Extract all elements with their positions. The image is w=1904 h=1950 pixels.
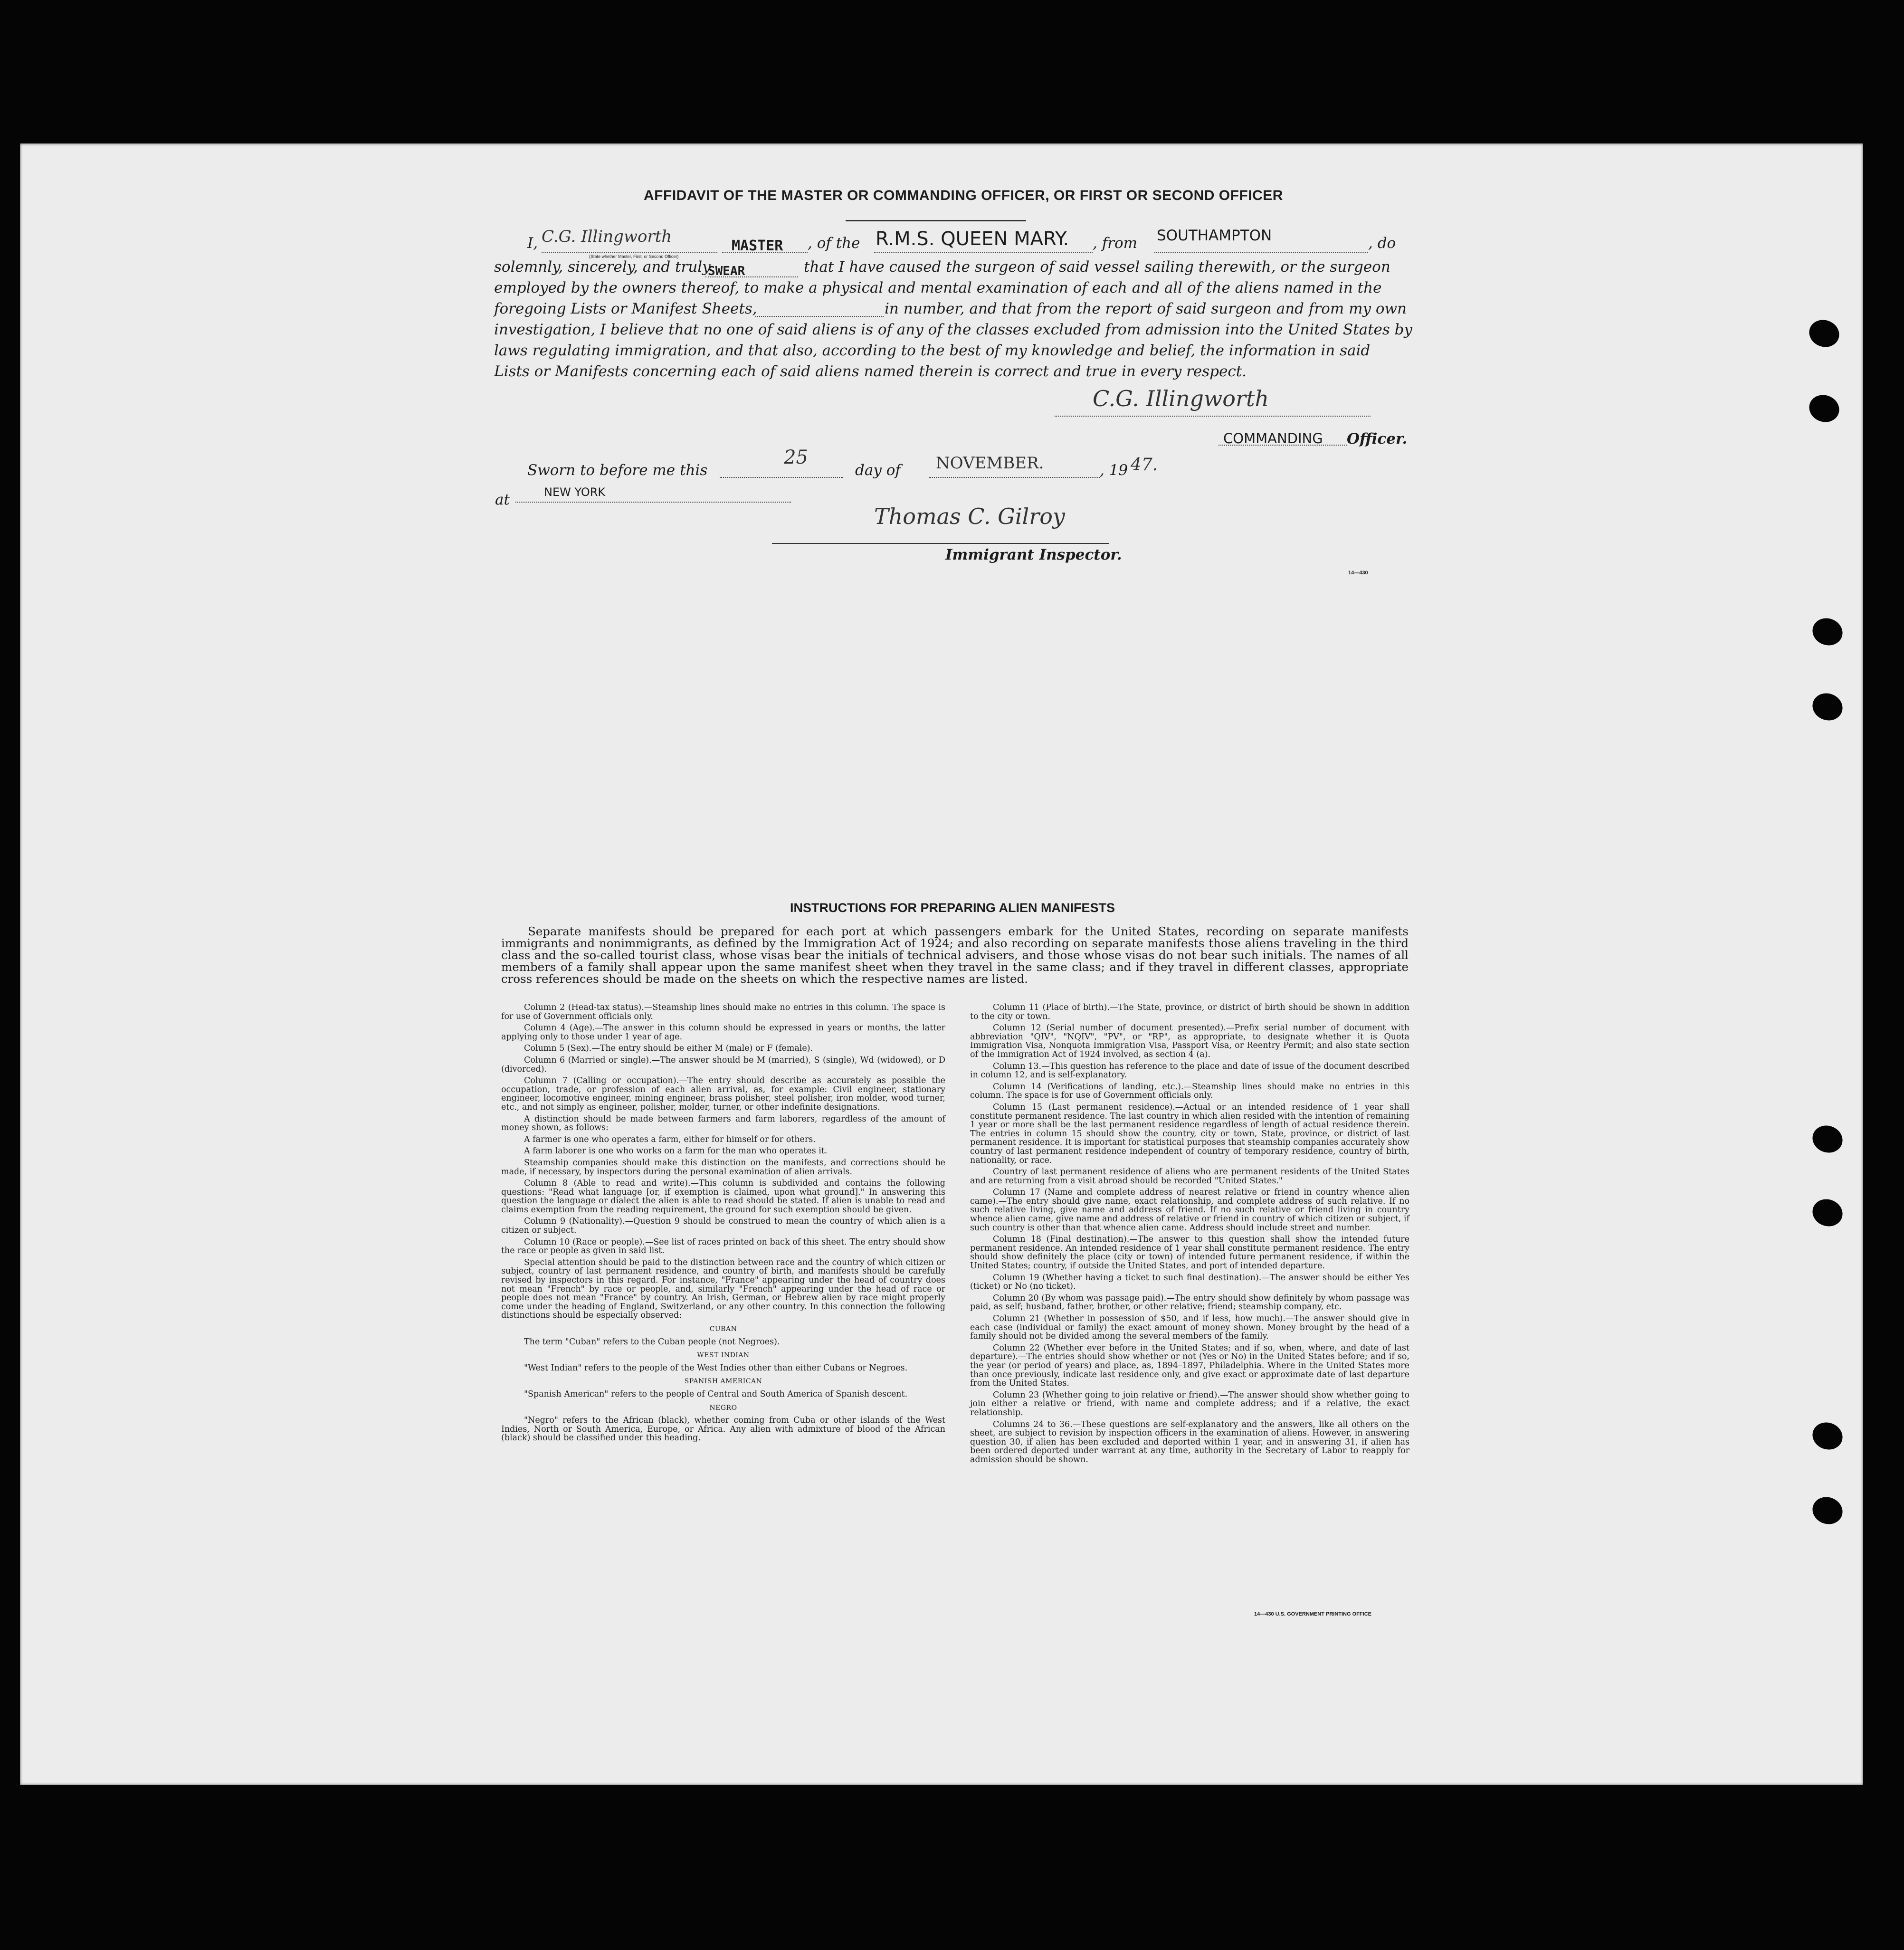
affidavit-line-7: Lists or Manifests concerning each of said aliens named therein is correct and true in every respect. bbox=[494, 363, 1247, 380]
negro-text: "Negro" refers to the African (black), whether coming from Cuba or other islands of the West Indies, North or South America, Europe, or Africa. Any alien with admixture of blood of the African (black) should be classified under this heading. bbox=[501, 1416, 945, 1443]
month-handwritten: NOVEMBER. bbox=[936, 454, 1044, 473]
affidavit-line-4-post: in number, and that from the report of said surgeon and from my own bbox=[885, 300, 1407, 317]
form-number: 14—430 bbox=[1348, 570, 1368, 576]
do-label: , do bbox=[1368, 235, 1396, 252]
master-signature-line bbox=[1055, 416, 1371, 417]
instructions-left-column bbox=[501, 1003, 945, 1446]
instruction-paragraph: Column 10 (Race or people).—See list of races printed on back of this sheet. The entry should show the race or people as given in said list. bbox=[501, 1237, 945, 1256]
instructions-title: INSTRUCTIONS FOR PREPARING ALIEN MANIFESTS bbox=[790, 901, 1115, 915]
day-of-label: day of bbox=[855, 462, 901, 479]
affidavit-line-3: employed by the owners thereof, to make a physical and mental examination of each and all of the aliens named in the bbox=[494, 279, 1382, 296]
inspector-title: Immigrant Inspector. bbox=[945, 546, 1122, 563]
west-indian-text: "West Indian" refers to the people of the West Indies other than either Cubans or Negroes. bbox=[524, 1363, 908, 1373]
officer-typed: COMMANDING bbox=[1223, 430, 1323, 447]
rank-note: (State whether Master, First, or Second Officer) bbox=[589, 254, 679, 259]
instruction-paragraph: Column 20 (By whom was passage paid).—The entry should show definitely by whom passage was paid, as self; husband, father, brother, or other relative; friend; steamship company, etc. bbox=[970, 1293, 1409, 1312]
spanish-american-header: SPANISH AMERICAN bbox=[684, 1378, 762, 1386]
instruction-paragraph: A farmer is one who operates a farm, either for himself or for others. bbox=[524, 1134, 816, 1144]
from-label: , from bbox=[1093, 235, 1138, 252]
instruction-paragraph: Column 2 (Head-tax status).—Steamship lines should make no entries in this column. The space is for use of Government officials only. bbox=[501, 1003, 945, 1021]
affidavit-line-2-pre: solemnly, sincerely, and truly bbox=[494, 258, 711, 276]
master-name-handwritten: C.G. Illingworth bbox=[542, 227, 672, 246]
instructions-intro: Separate manifests should be prepared for each port at which passengers embark for the United States, recording on separate manifests immigrants and nonimmigrants, as defined by the Immigration Act of 1924; and also recording on separate manifests those aliens traveling in the third class and the so-called tourist class, whose visas bear the initials of technical advisers, and those whose visas do not bear such initials. The names of all members of a family shall appear upon the same manifest sheet when they travel in the same class; and if they travel in different classes, appropriate cross references should be made on the sheets on which the respective names are listed. bbox=[501, 924, 1409, 986]
day-handwritten: 25 bbox=[784, 447, 808, 468]
officer-suffix: Officer. bbox=[1347, 430, 1408, 447]
instruction-paragraph: Column 17 (Name and complete address of nearest relative or friend in country whence alien came).—The entry should give name, exact relationship, and complete address of such relative. If no such relative living, give name and address of friend. If no such relative or friend living in country whence alien came, give name and address of relative or friend in country of which citizen or subject, if such country is other than that whence alien came. Address should include street and number. bbox=[970, 1188, 1409, 1233]
sworn-label: Sworn to before me this bbox=[527, 462, 708, 479]
inspector-signature: Thomas C. Gilroy bbox=[874, 504, 1065, 529]
spanish-american-text: "Spanish American" refers to the people of Central and South America of Spanish descent. bbox=[524, 1389, 908, 1399]
affidavit-title: AFFIDAVIT OF THE MASTER OR COMMANDING OFFICER, OR FIRST OR SECOND OFFICER bbox=[644, 188, 1283, 203]
inspector-signature-line bbox=[772, 543, 1109, 544]
vessel-blank bbox=[874, 252, 1093, 253]
name-blank bbox=[542, 252, 717, 253]
instruction-paragraph: Column 13.—This question has reference to the place and date of issue of the document described in column 12, and is self-explanatory. bbox=[970, 1061, 1409, 1080]
day-blank bbox=[720, 477, 843, 478]
port-typed: SOUTHAMPTON bbox=[1157, 227, 1272, 244]
instruction-paragraph: Column 9 (Nationality).—Question 9 should be construed to mean the country of which alien is a citizen or subject. bbox=[501, 1217, 945, 1236]
instruction-paragraph: Column 15 (Last permanent residence).—Actual or an intended residence of 1 year shall constitute permanent residence. The last country in which alien resided with the intention of remaining 1 year or more shall be the last permanent residence regardless of length of actual residence therein. The entries in column 15 should show the country, city or town, State, province, or district of last permanent residence. It is important for statistical purposes that steamship companies accurately show country of last permanent residence independent of country of temporary residence, country of birth, nationality, or race. bbox=[970, 1102, 1409, 1165]
instruction-paragraph: Column 22 (Whether ever before in the United States; and if so, when, where, and date of last departure).—The entries should show whether or not (Yes or No) in the United States before; and if so, the year (or period of years) and place, as, 1894–1897, Philadelphia. Where in the United States more than once previously, indicate last residence only, and give exact or approximate date of last departure from the United States. bbox=[970, 1343, 1409, 1389]
at-place-blank bbox=[515, 502, 791, 503]
instruction-paragraph: Column 6 (Married or single).—The answer should be M (married), S (single), Wd (widowed), or D (divorced). bbox=[501, 1055, 945, 1074]
affidavit-line-1-pre: I, bbox=[527, 235, 538, 252]
affidavit-line-5: investigation, I believe that no one of said aliens is of any of the classes excluded from admission into the United States by bbox=[494, 321, 1413, 338]
instruction-paragraph: Steamship companies should make this distinction on the manifests, and corrections should be made, if necessary, by inspectors during the personal examination of alien arrivals. bbox=[501, 1158, 945, 1177]
instruction-paragraph: A farm laborer is one who works on a farm for the man who operates it. bbox=[524, 1146, 828, 1156]
instruction-paragraph: Column 12 (Serial number of document presented).—Prefix serial number of document with abbreviation "QIV", "NQIV", "PV", or "RP", as appropriate, to designate whether it is Quota Immigration Visa, Nonquota Immigration Visa, Passport Visa, or Reentry Permit; and also state section of the Immigration Act of 1924 involved, as section 4 (a). bbox=[970, 1023, 1409, 1059]
affidavit-line-2-post: that I have caused the surgeon of said vessel sailing therewith, or the surgeon bbox=[804, 258, 1390, 276]
sheet-count-blank bbox=[755, 316, 884, 317]
instruction-paragraph: Column 7 (Calling or occupation).—The entry should describe as accurately as possible the occupation, trade, or profession of each alien arrival, as, for example: Civil engineer, stationary engineer, locomotive engineer, mining engineer, brass polisher, steel polisher, iron molder, wood turner, etc., and not simply as engineer, polisher, molder, turner, or other indefinite designations. bbox=[501, 1076, 945, 1112]
at-label: at bbox=[495, 491, 510, 508]
west-indian-header: WEST INDIAN bbox=[697, 1351, 750, 1360]
instruction-paragraph: Column 8 (Able to read and write).—This column is subdivided and contains the following questions: "Read what language [or, if exemption is claimed, upon what ground]." In answering this question the language or dialect the alien is able to read should be stated. If alien is unable to read and claims exemption from the reading requirement, the ground for such exemption should be given. bbox=[501, 1179, 945, 1215]
at-place-typed: NEW YORK bbox=[544, 485, 606, 499]
rank-blank bbox=[722, 252, 808, 253]
instruction-paragraph: Column 4 (Age).—The answer in this column should be expressed in years or months, the latter applying only to those under 1 year of age. bbox=[501, 1023, 945, 1042]
instructions-right-column bbox=[970, 1003, 1409, 1467]
title-rule bbox=[846, 220, 1026, 221]
instruction-paragraph: Column 18 (Final destination).—The answer to this question shall show the intended future permanent residence. An intended residence of 1 year shall constitute permanent residence. The entry should show definitely the place (city or town) of intended future permanent residence, if within the United States; country, if outside the United States, and port of intended departure. bbox=[970, 1235, 1409, 1271]
negro-header: NEGRO bbox=[709, 1404, 737, 1412]
officer-blank bbox=[1219, 445, 1347, 446]
master-signature: C.G. Illingworth bbox=[1093, 386, 1269, 411]
of-the-label: , of the bbox=[808, 235, 860, 252]
instruction-paragraph: Column 19 (Whether having a ticket to such final destination).—The answer should be either Yes (ticket) or No (no ticket). bbox=[970, 1273, 1409, 1292]
instruction-paragraph: Column 21 (Whether in possession of $50, and if less, how much).—The answer should give in each case (individual or family) the exact amount of money shown. Money brought by the head of a family should not be divided among the several members of the family. bbox=[970, 1314, 1409, 1341]
oath-typed: SWEAR bbox=[708, 264, 745, 278]
affidavit-line-6: laws regulating immigration, and that also, according to the best of my knowledge and belief, the information in said bbox=[494, 342, 1371, 359]
instruction-paragraph: Column 5 (Sex).—The entry should be either M (male) or F (female). bbox=[524, 1044, 813, 1054]
year-handwritten: 47. bbox=[1131, 455, 1158, 475]
instruction-paragraph: Columns 24 to 36.—These questions are self-explanatory and the answers, like all others on the sheet, are subject to revision by inspection officers in the examination of aliens. However, in answering question 30, if alien has been excluded and deported within 1 year, and in answering 31, if alien has been ordered deported under warrant at any time, authority in the Secretary of Labor to reapply for admission should be shown. bbox=[970, 1419, 1409, 1465]
instruction-paragraph: Column 11 (Place of birth).—The State, province, or district of birth should be shown in addition to the city or town. bbox=[970, 1003, 1409, 1021]
cuban-text: The term "Cuban" refers to the Cuban people (not Negroes). bbox=[524, 1337, 780, 1347]
cuban-header: CUBAN bbox=[709, 1325, 737, 1333]
year-prefix: , 19 bbox=[1100, 462, 1128, 479]
instruction-paragraph: Column 14 (Verifications of landing, etc.).—Steamship lines should make no entries in this column. The space is for use of Government officials only. bbox=[970, 1082, 1409, 1101]
affidavit-line-4-pre: foregoing Lists or Manifest Sheets, bbox=[494, 300, 757, 317]
rank-typed: MASTER bbox=[732, 238, 783, 254]
month-blank bbox=[929, 477, 1100, 478]
printing-office-footer: 14—430 U.S. GOVERNMENT PRINTING OFFICE bbox=[1254, 1611, 1371, 1617]
port-blank bbox=[1154, 252, 1368, 253]
vessel-name: R.M.S. QUEEN MARY. bbox=[876, 228, 1069, 250]
instruction-paragraph: A distinction should be made between farmers and farm laborers, regardless of the amount of money shown, as follows: bbox=[501, 1114, 945, 1133]
instruction-paragraph: Column 23 (Whether going to join relative or friend).—The answer should show whether going to join either a relative or friend, with name and complete address; and if a relative, the exact relationship. bbox=[970, 1390, 1409, 1417]
instruction-paragraph: Country of last permanent residence of aliens who are permanent residents of the United States and are returning from a visit abroad should be recorded "United States." bbox=[970, 1167, 1409, 1186]
instruction-paragraph: Special attention should be paid to the distinction between race and the country of which citizen or subject, country of last permanent residence, and country of birth, and manifests should be carefully revised by inspectors in this regard. For instance, "France" appearing under the head of country does not mean "French" by race or people, and, similarly "French" appearing under the head of race or people does not mean "France" by country. An Irish, German, or Hebrew alien by race might properly come under the heading of England, Switzerland, or any other country. In this connection the following distinctions should be especially observed: bbox=[501, 1257, 945, 1321]
